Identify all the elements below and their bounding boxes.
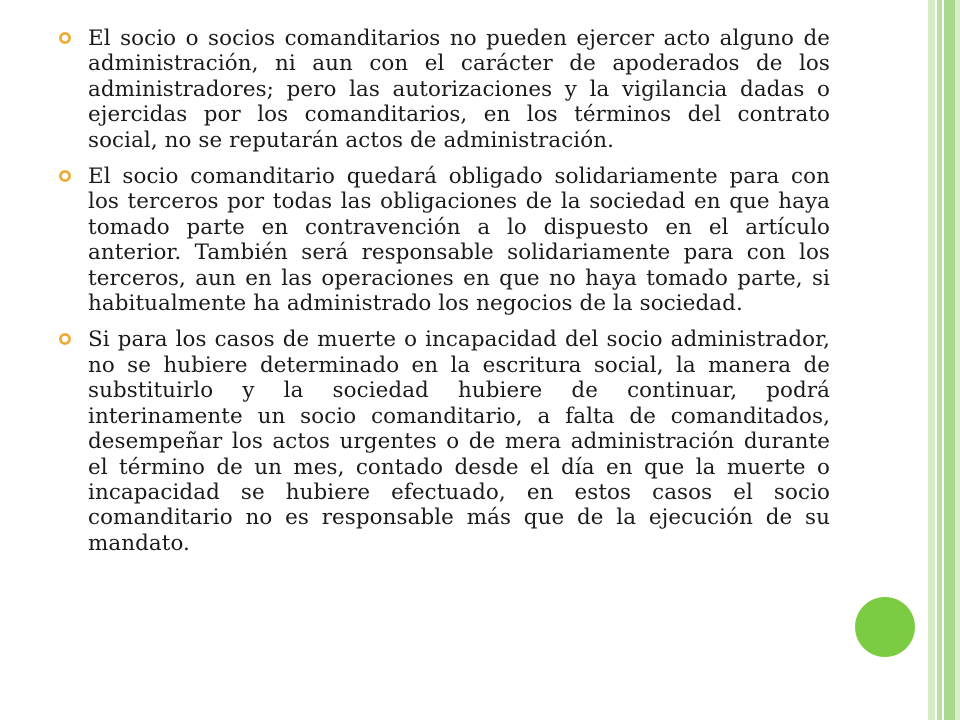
bullet-text: Si para los casos de muerte o incapacidad del socio administrador, no se hubiere determinado en la escritura social, la manera de substituirlo y la sociedad hubiere de continuar, podrá interinamente un socio comanditario, a falta de comanditados, desempeñar los actos urgentes o de mera administración durante el término de un mes, contado desde el día en que la muerte o incapacidad se hubiere efectuado, en estos casos el socio comanditario no es responsable más que de la ejecución de su mandato.	[88, 327, 830, 556]
decorative-stripe	[955, 0, 960, 720]
bullet-text: El socio comanditario quedará obligado solidariamente para con los terceros por todas las obligaciones de la sociedad en que haya tomado parte en contravención a lo dispuesto en el artículo anterior. También será responsable solidariamente para con los terceros, aun en las operaciones en que no haya tomado parte, si habitualmente ha administrado los negocios de la sociedad.	[88, 164, 830, 317]
list-item	[58, 164, 830, 316]
bullet-icon	[58, 331, 72, 347]
list-item	[58, 327, 830, 556]
decorative-stripe	[944, 0, 955, 720]
bullet-list	[58, 26, 830, 567]
list-item	[58, 26, 830, 153]
bullet-text: El socio o socios comanditarios no pueden ejercer acto alguno de administración, ni aun con el carácter de apoderados de los administradores; pero las autorizaciones y la vigilancia dadas o ejercidas por los comanditarios, en los términos del contrato social, no se reputarán actos de administración.	[88, 26, 830, 153]
bullet-icon	[58, 168, 72, 184]
bullet-icon	[58, 30, 72, 46]
decorative-circle	[855, 597, 915, 657]
decorative-stripe	[928, 0, 935, 720]
